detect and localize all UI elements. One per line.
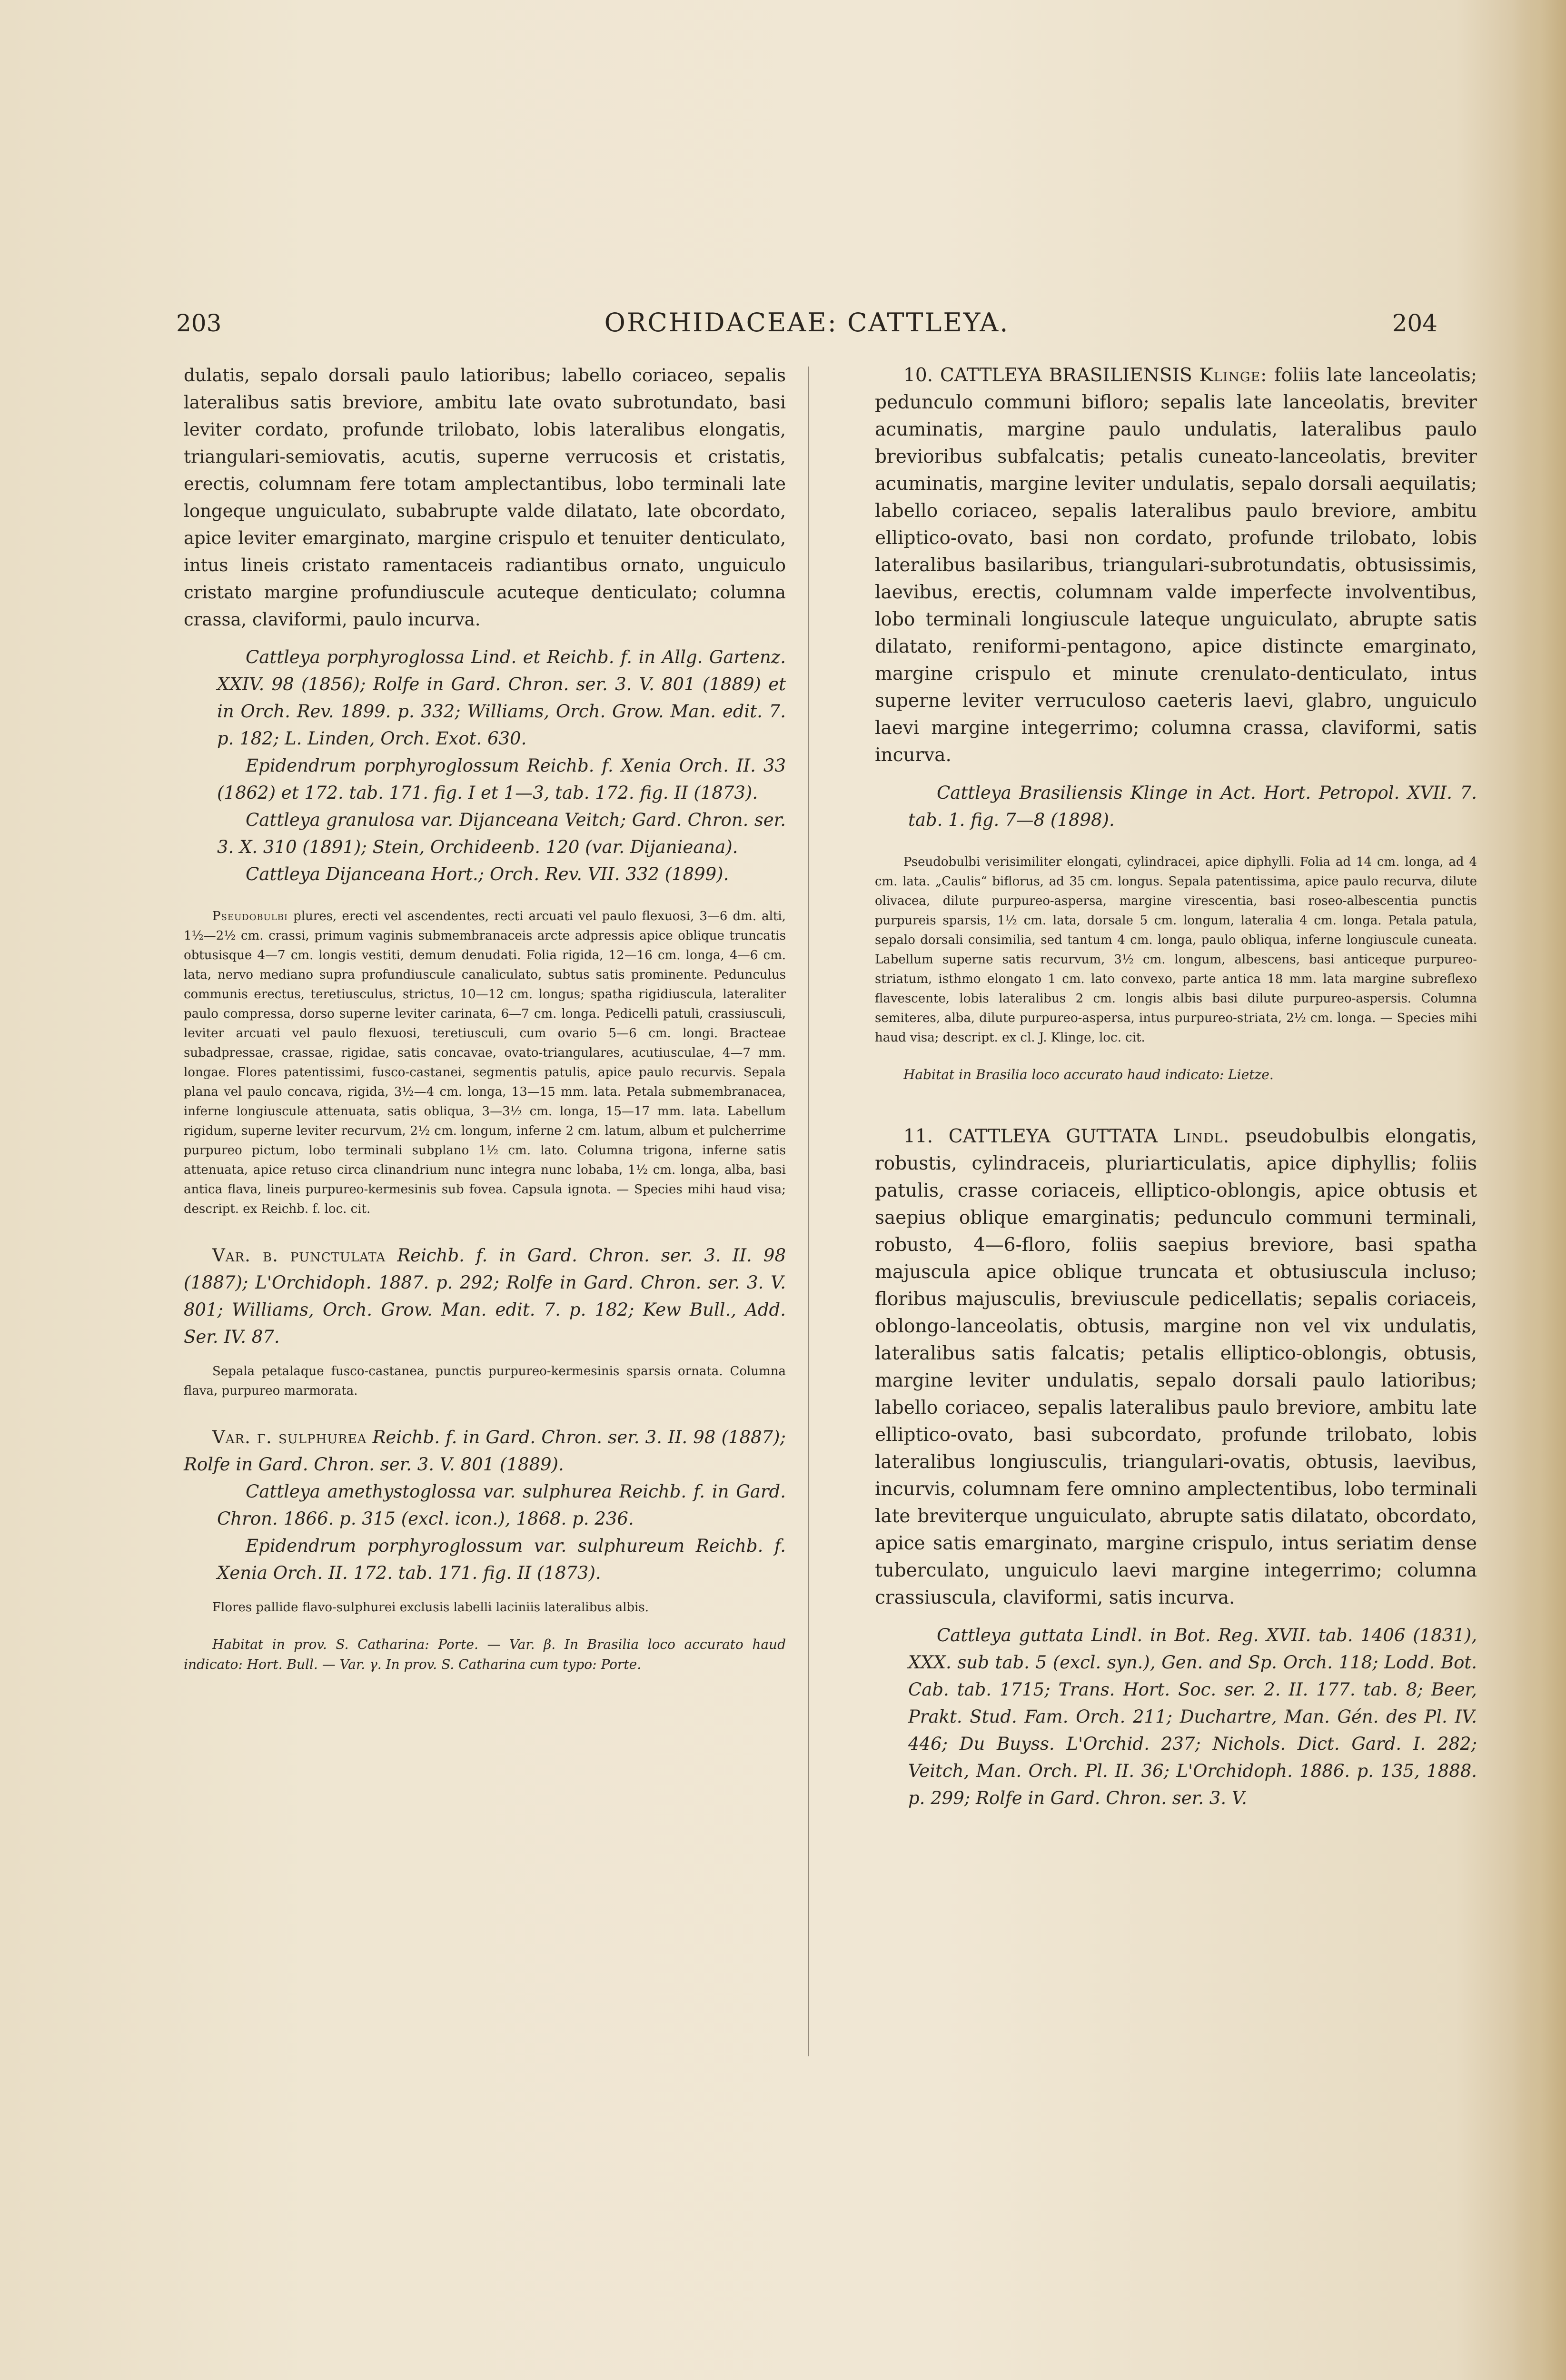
variety-gamma-description: Flores pallide flavo-sulphurei exclusis labelli laciniis lateralibus albis. <box>212 1600 649 1615</box>
morphology-description: Pseudobulbi plures, erecti vel ascendentes, recti arcuati vel paulo flexuosi, 3—6 dm. alti, 1½—2½ cm. crassi, primum vaginis submembranaceis arcte adpressis apice oblique truncatis obtusisque 4—7 cm. longis vestiti, demum denudati. Folia rigida, 12—16 cm. longa, 4—6 cm. lata, nervo mediano supra profundiuscule canaliculato, subtus satis prominente. Pedunculus communis erectus, teretiusculus, strictus, 10—12 cm. longus; spatha rigidiuscula, lateraliter paulo compressa, dorso superne leviter carinata, 6—7 cm. longa. Pedicelli patuli, crassiusculi, leviter arcuati vel paulo flexuosi, teretiusculi, cum ovario 5—6 cm. longi. Bracteae subadpressae, crassae, rigidae, satis concavae, ovato-triangulares, acutiusculae, 4—7 mm. longae. Flores patentissimi, fusco-castanei, segmentis patulis, apice paulo recurvis. Sepala plana vel paulo concava, rigida, 3½—4 cm. longa, 13—15 mm. lata. Petala submembranacea, inferne longiuscule attenuata, satis obliqua, 3—3½ cm. longa, 15—17 mm. lata. Labellum rigidum, superne leviter recurvum, 2½ cm. longum, inferne 2 cm. latum, album et pulcherrime purpureo pictum, lobo terminali subplano 1½ cm. lato. Columna trigona, inferne satis attenuata, apice retuso circa clinandrium nunc integra nunc lobaba, 1½ cm. longa, alba, basi antica flava, lineis purpureo-kermesinis sub fovea. Capsula ignota. — Species mihi haud visa; descript. ex Reichb. f. loc. cit. <box>184 909 786 1216</box>
species-10-citation: Cattleya Brasiliensis Klinge in Act. Hort. Petropol. XVII. 7. tab. 1. fig. 7—8 (1898). <box>908 783 1477 830</box>
citation-line: Cattleya porphyroglossa Lind. et Reichb. f. in Allg. Gartenz. XXIV. 98 (1856); Rolfe in Gard. Chron. ser. 3. V. 801 (1889) et in Orch. Rev. 1899. p. 332; Williams, Orch. Grow. Man. edit. 7. p. 182; L. Linden, Orch. Exot. 630. <box>217 647 786 749</box>
variety-gamma-citations <box>184 1478 786 1587</box>
left-page-number: 203 <box>176 309 222 337</box>
variety-beta: Var. β. punctulata Reichb. f. in Gard. Chron. ser. 3. II. 98 (1887); L'Orchidoph. 1887. p. 292; Rolfe in Gard. Chron. ser. 3. V. 801; Williams, Orch. Grow. Man. edit. 7. p. 182; Kew Bull., Add. Ser. IV. 87. <box>184 1245 786 1347</box>
description-paragraph: dulatis, sepalo dorsali paulo latioribus; labello coriaceo, sepalis lateralibus satis breviore, ambitu late ovato subrotundato, basi leviter cordato, profunde trilobato, lobis lateralibus elongatis, triangulari-semiovatis, acutis, superne verrucosis et cristatis, erectis, columnam fere totam amplectantibus, lobo terminali late longeque unguiculato, subabrupte valde dilatato, late obcordato, apice leviter emarginato, margine crispulo et tenuiter denticulato, intus lineis cristato ramentaceis radiantibus ornato, unguiculo cristato margine profundiuscule acuteque denticulato; columna crassa, claviformi, paulo incurva. <box>184 365 786 630</box>
variety-beta-description: Sepala petalaque fusco-castanea, punctis purpureo-kermesinis sparsis ornata. Columna flava, purpureo marmorata. <box>184 1364 786 1398</box>
citation-line: Cattleya granulosa var. Dijanceana Veitch; Gard. Chron. ser. 3. X. 310 (1891); Stein, Orchideenb. 120 (var. Dijanieana). <box>217 810 786 857</box>
left-column <box>184 362 786 1675</box>
habitat-note: Habitat in prov. S. Catharina: Porte. — Var. β. In Brasilia loco accurato haud indicato: Hort. Bull. — Var. γ. In prov. S. Catharina cum typo: Porte. <box>184 1636 786 1672</box>
running-title: ORCHIDACEAE: CATTLEYA. <box>604 307 1010 337</box>
species-10-description: Pseudobulbi verisimiliter elongati, cylindracei, apice diphylli. Folia ad 14 cm. longa, ad 4 cm. lata. „Caulis“ biflorus, ad 35 cm. longus. Sepala patentissima, apice paulo recurva, dilute olivacea, dilute purpureo-aspersa, margine virescentia, basi roseo-albescentia punctis purpureis sparsis, 1½ cm. lata, dorsale 5 cm. longum, lateralia 4 cm. longa. Petala patula, sepalo dorsali consimilia, sed tantum 4 cm. longa, paulo obliqua, inferne longiuscule cuneata. Labellum superne satis recurvum, 3½ cm. longum, albescens, basi anticeque purpureo-striatum, isthmo elongato 1 cm. lato convexo, parte antica 18 mm. lata margine subreflexo flavescente, lobis lateralibus 2 cm. longis albis basi dilute purpureo-aspersis. Columna semiteres, alba, dilute purpureo-aspersa, intus purpureo-striata, 2½ cm. longa. — Species mihi haud visa; descript. ex cl. J. Klinge, loc. cit. <box>875 855 1477 1045</box>
citation-block <box>184 644 786 888</box>
right-column <box>875 362 1477 1812</box>
running-header <box>176 305 1437 347</box>
variety-gamma: Var. γ. sulphurea Reichb. f. in Gard. Chron. ser. 3. II. 98 (1887); Rolfe in Gard. Chron. ser. 3. V. 801 (1889). <box>184 1427 786 1475</box>
citation-line: Epidendrum porphyroglossum Reichb. f. Xenia Orch. II. 33 (1862) et 172. tab. 171. fig. I et 1—3, tab. 172. fig. II (1873). <box>217 755 786 803</box>
species-11-citation: Cattleya guttata Lindl. in Bot. Reg. XVII. tab. 1406 (1831), XXX. sub tab. 5 (excl. syn.), Gen. and Sp. Orch. 118; Lodd. Bot. Cab. tab. 1715; Trans. Hort. Soc. ser. 2. II. 177. tab. 8; Beer, Prakt. Stud. Fam. Orch. 211; Duchartre, Man. Gén. des Pl. IV. 446; Du Buyss. L'Orchid. 237; Nichols. Dict. Gard. I. 282; Veitch, Man. Orch. Pl. II. 36; L'Orchidoph. 1886. p. 135, 1888. p. 299; Rolfe in Gard. Chron. ser. 3. V. <box>908 1625 1477 1808</box>
right-page-number: 204 <box>1392 309 1437 337</box>
citation-line: Epidendrum porphyroglossum var. sulphureum Reichb. f. Xenia Orch. II. 172. tab. 171. fig. II (1873). <box>217 1536 786 1583</box>
citation-line: Cattleya Dijanceana Hort.; Orch. Rev. VII. 332 (1899). <box>246 864 729 884</box>
species-11-diagnosis: 11. CATTLEYA GUTTATA Lindl. pseudobulbis elongatis, robustis, cylindraceis, pluriarticulatis, apice diphyllis; foliis patulis, crasse coriaceis, elliptico-oblongis, apice obtusis et saepius oblique emarginatis; pedunculo communi terminali, robusto, 4—6-floro, foliis saepius breviore, basi spatha majuscula apice oblique truncata et obtusiuscula incluso; floribus majusculis, breviuscule pedicellatis; sepalis coriaceis, oblongo-lanceolatis, obtusis, margine non vel vix undulatis, lateralibus satis falcatis; petalis elliptico-oblongis, obtusis, margine leviter undulatis, sepalo dorsali paulo latioribus; labello coriaceo, sepalis lateralibus paulo breviore, ambitu late elliptico-ovato, basi subcordato, profunde trilobato, lobis lateralibus longiusculis, triangulari-ovatis, obtusis, laevibus, incurvis, columnam fere omnino amplectentibus, lobo terminali late breviterque unguiculato, abrupte satis dilatato, obcordato, apice satis emarginato, margine crispulo, intus seriatim dense tuberculato, unguiculo laevi margine integerrimo; columna crassiuscula, claviformi, satis incurva. <box>875 1126 1477 1608</box>
column-divider <box>808 367 809 2056</box>
citation-line: Cattleya amethystoglossa var. sulphurea Reichb. f. in Gard. Chron. 1866. p. 315 (excl. icon.), 1868. p. 236. <box>217 1481 786 1529</box>
species-10-habitat: Habitat in Brasilia loco accurato haud indicato: Lietze. <box>903 1067 1274 1082</box>
species-10-diagnosis: 10. CATTLEYA BRASILIENSIS Klinge: foliis late lanceolatis; pedunculo communi bifloro; sepalis late lanceolatis, breviter acuminatis, margine paulo undulatis, lateralibus paulo brevioribus subfalcatis; petalis cuneato-lanceolatis, breviter acuminatis, margine leviter undulatis, sepalo dorsali aequilatis; labello coriaceo, sepalis lateralibus paulo breviore, ambitu elliptico-ovato, basi non cordato, profunde trilobato, lobis lateralibus basilaribus, triangulari-subrotundatis, obtusissimis, laevibus, erectis, columnam valde imperfecte involventibus, lobo terminali longiuscule lateque unguiculato, abrupte satis dilatato, reniformi-pentagono, apice distincte emarginato, margine crispulo et minute crenulato-denticulato, intus superne leviter verruculoso caeteris laevi, glabro, unguiculo laevi margine integerrimo; columna crassa, claviformi, satis incurva. <box>875 365 1477 766</box>
page-edge-shadow <box>1514 0 1566 2380</box>
